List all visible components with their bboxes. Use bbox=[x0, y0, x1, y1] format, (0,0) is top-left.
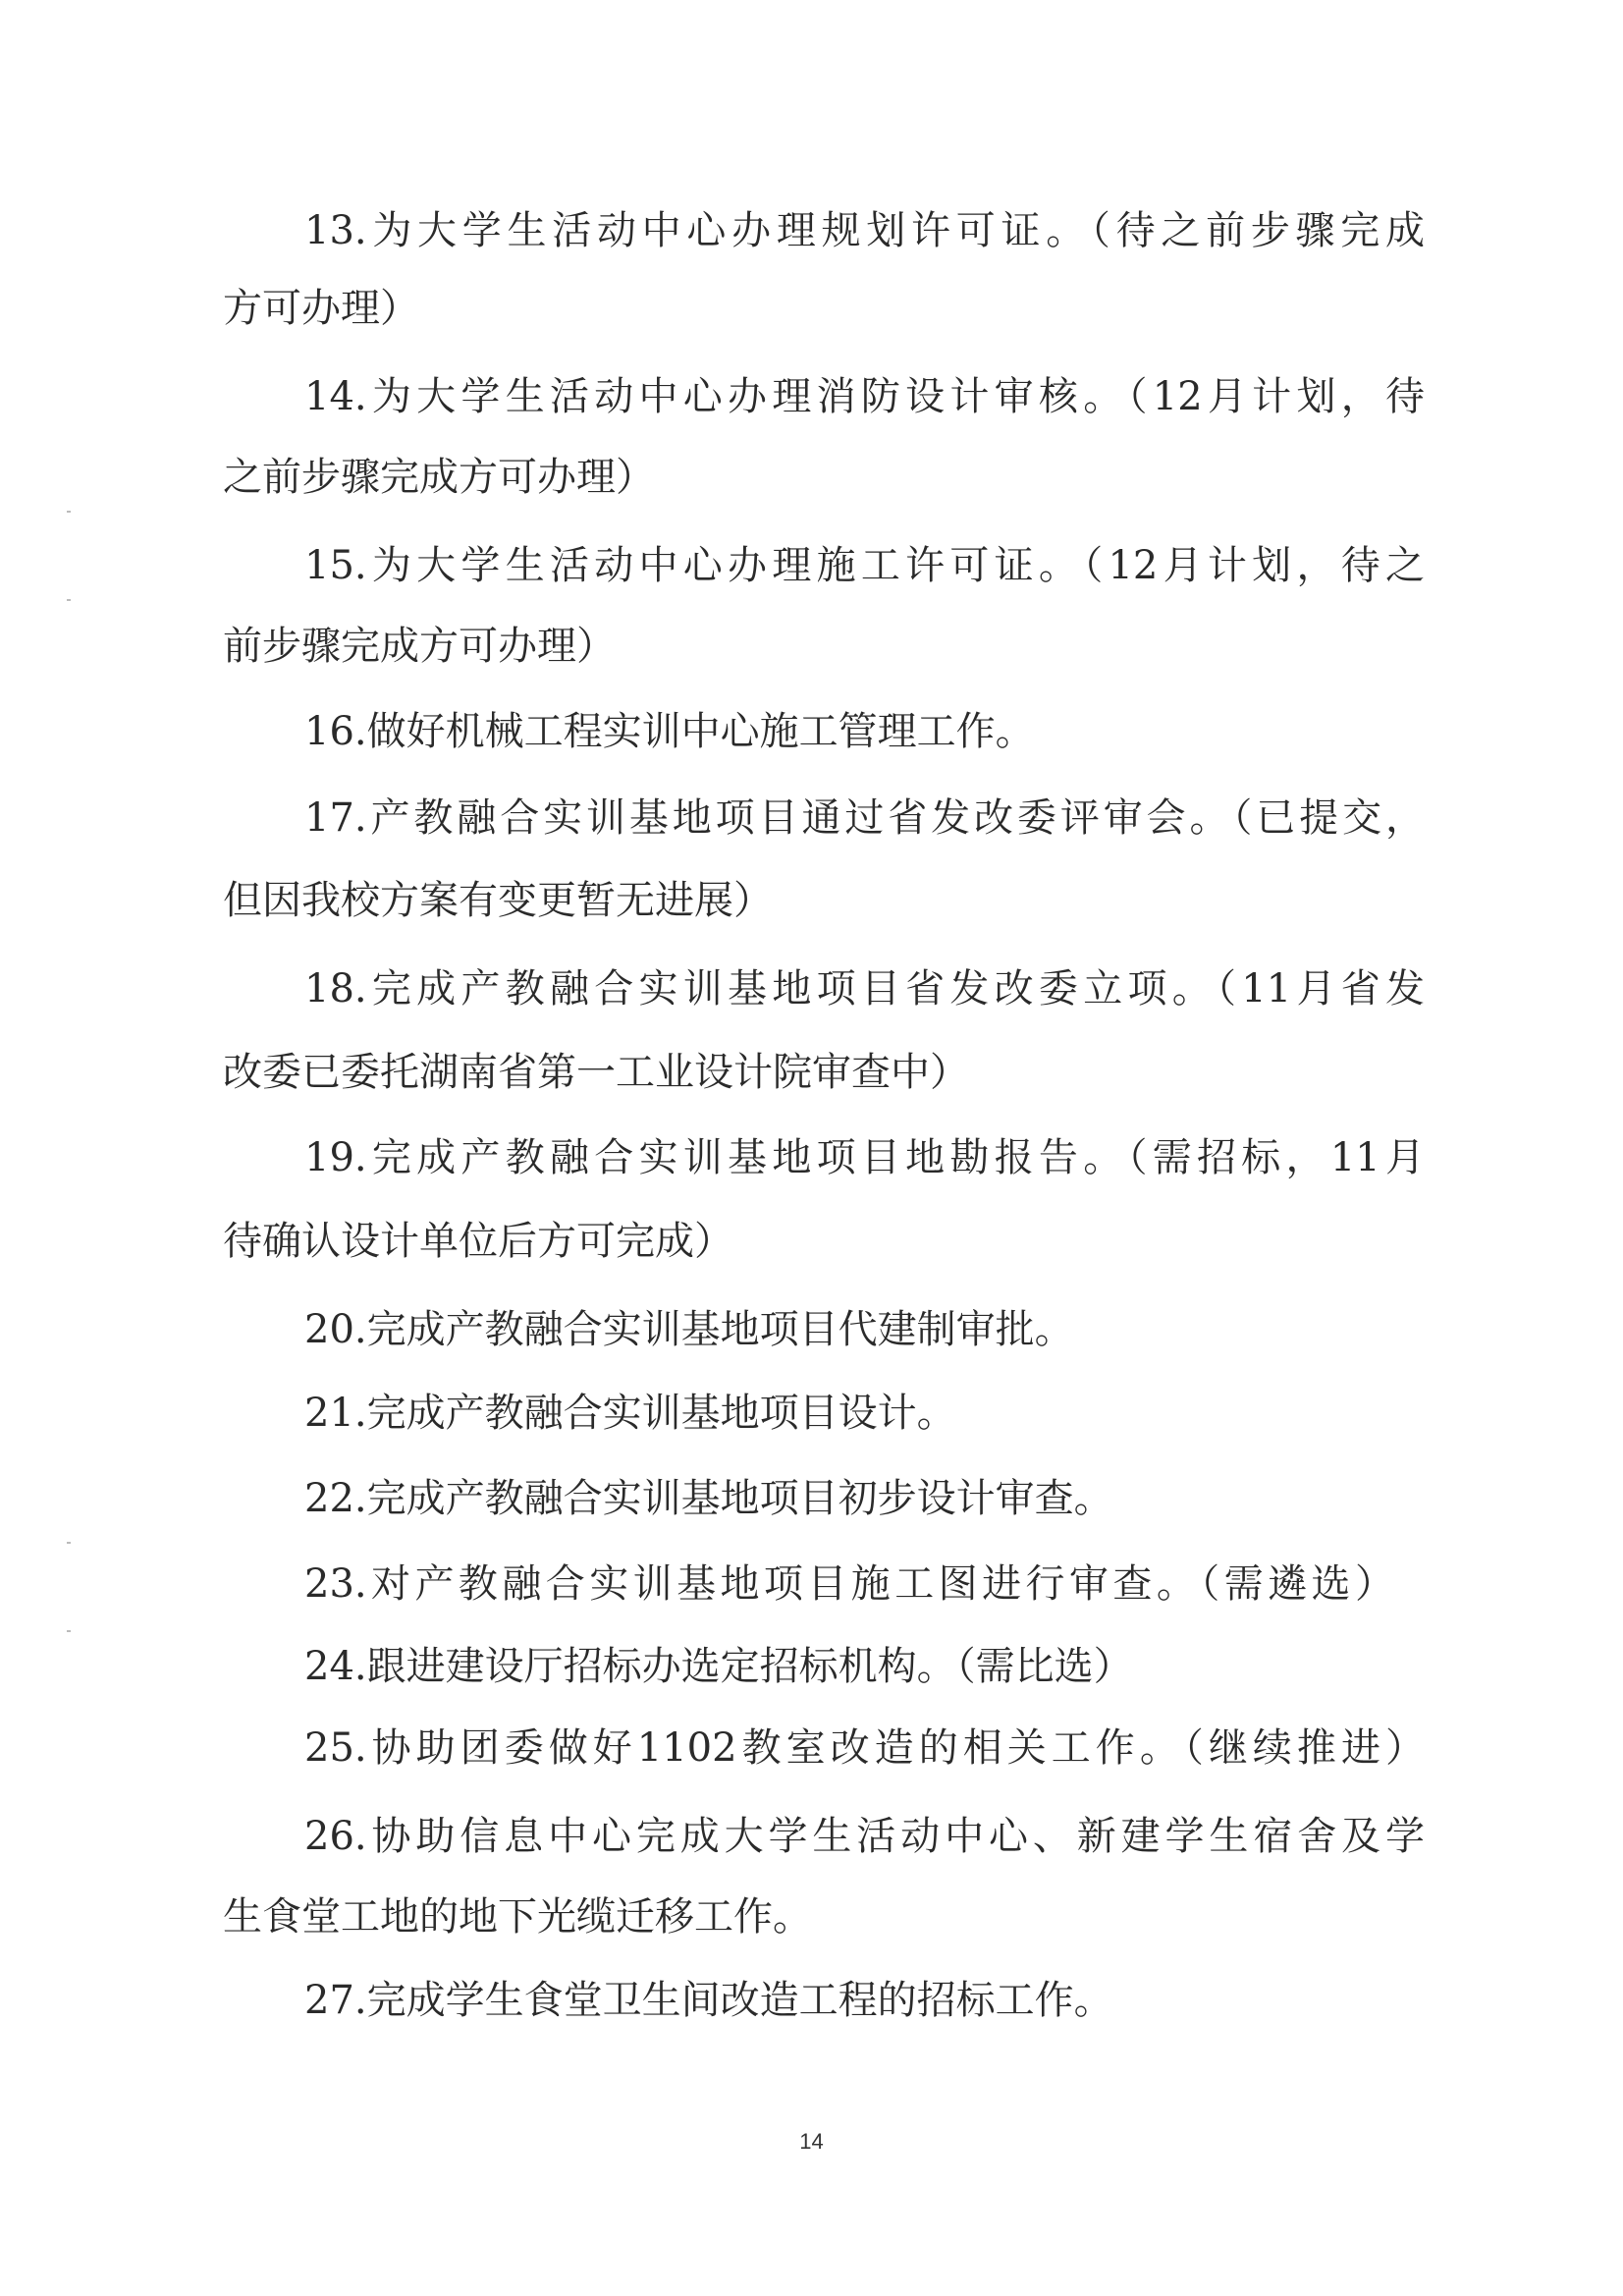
item-27: 27.完成学生食堂卫生间改造工程的招标工作。 bbox=[304, 1978, 1113, 2023]
scan-mark bbox=[67, 1542, 71, 1544]
item-17-line-1: 17.产教融合实训基地项目通过省发改委评审会。（已提交， bbox=[304, 795, 1425, 841]
scan-mark bbox=[67, 599, 71, 601]
page-number: 14 bbox=[799, 2129, 824, 2154]
item-21: 21.完成产教融合实训基地项目设计。 bbox=[304, 1391, 956, 1436]
item-26-line-1: 26.协助信息中心完成大学生活动中心、新建学生宿舍及学 bbox=[304, 1814, 1425, 1859]
scan-mark bbox=[67, 511, 71, 513]
item-16: 16.做好机械工程实训中心施工管理工作。 bbox=[304, 709, 1035, 754]
item-18-line-1: 18.完成产教融合实训基地项目省发改委立项。（11月省发 bbox=[304, 966, 1425, 1011]
item-14-line-1: 14.为大学生活动中心办理消防设计审核。（12月计划，待 bbox=[304, 374, 1425, 419]
item-18-line-2: 改委已委托湖南省第一工业设计院审查中） bbox=[223, 1050, 969, 1095]
item-13-line-2: 方可办理） bbox=[223, 286, 419, 331]
item-25: 25.协助团委做好1102教室改造的相关工作。（继续推进） bbox=[304, 1725, 1425, 1771]
item-19-line-2: 待确认设计单位后方可完成） bbox=[223, 1219, 733, 1264]
item-22: 22.完成产教融合实训基地项目初步设计审查。 bbox=[304, 1476, 1113, 1521]
item-20: 20.完成产教融合实训基地项目代建制审批。 bbox=[304, 1307, 1074, 1352]
item-13-line-1: 13.为大学生活动中心办理规划许可证。（待之前步骤完成 bbox=[304, 208, 1425, 253]
item-26-line-2: 生食堂工地的地下光缆迁移工作。 bbox=[223, 1894, 812, 1940]
item-17-line-2: 但因我校方案有变更暂无进展） bbox=[223, 878, 773, 923]
scan-mark bbox=[67, 1630, 71, 1632]
item-14-line-2: 之前步骤完成方可办理） bbox=[223, 455, 655, 500]
item-24: 24.跟进建设厅招标办选定招标机构。（需比选） bbox=[304, 1644, 1133, 1689]
item-15-line-2: 前步骤完成方可办理） bbox=[223, 624, 616, 669]
item-23: 23.对产教融合实训基地项目施工图进行审查。（需遴选） bbox=[304, 1561, 1394, 1607]
item-19-line-1: 19.完成产教融合实训基地项目地勘报告。（需招标，11月 bbox=[304, 1135, 1425, 1180]
item-15-line-1: 15.为大学生活动中心办理施工许可证。（12月计划，待之 bbox=[304, 543, 1425, 588]
